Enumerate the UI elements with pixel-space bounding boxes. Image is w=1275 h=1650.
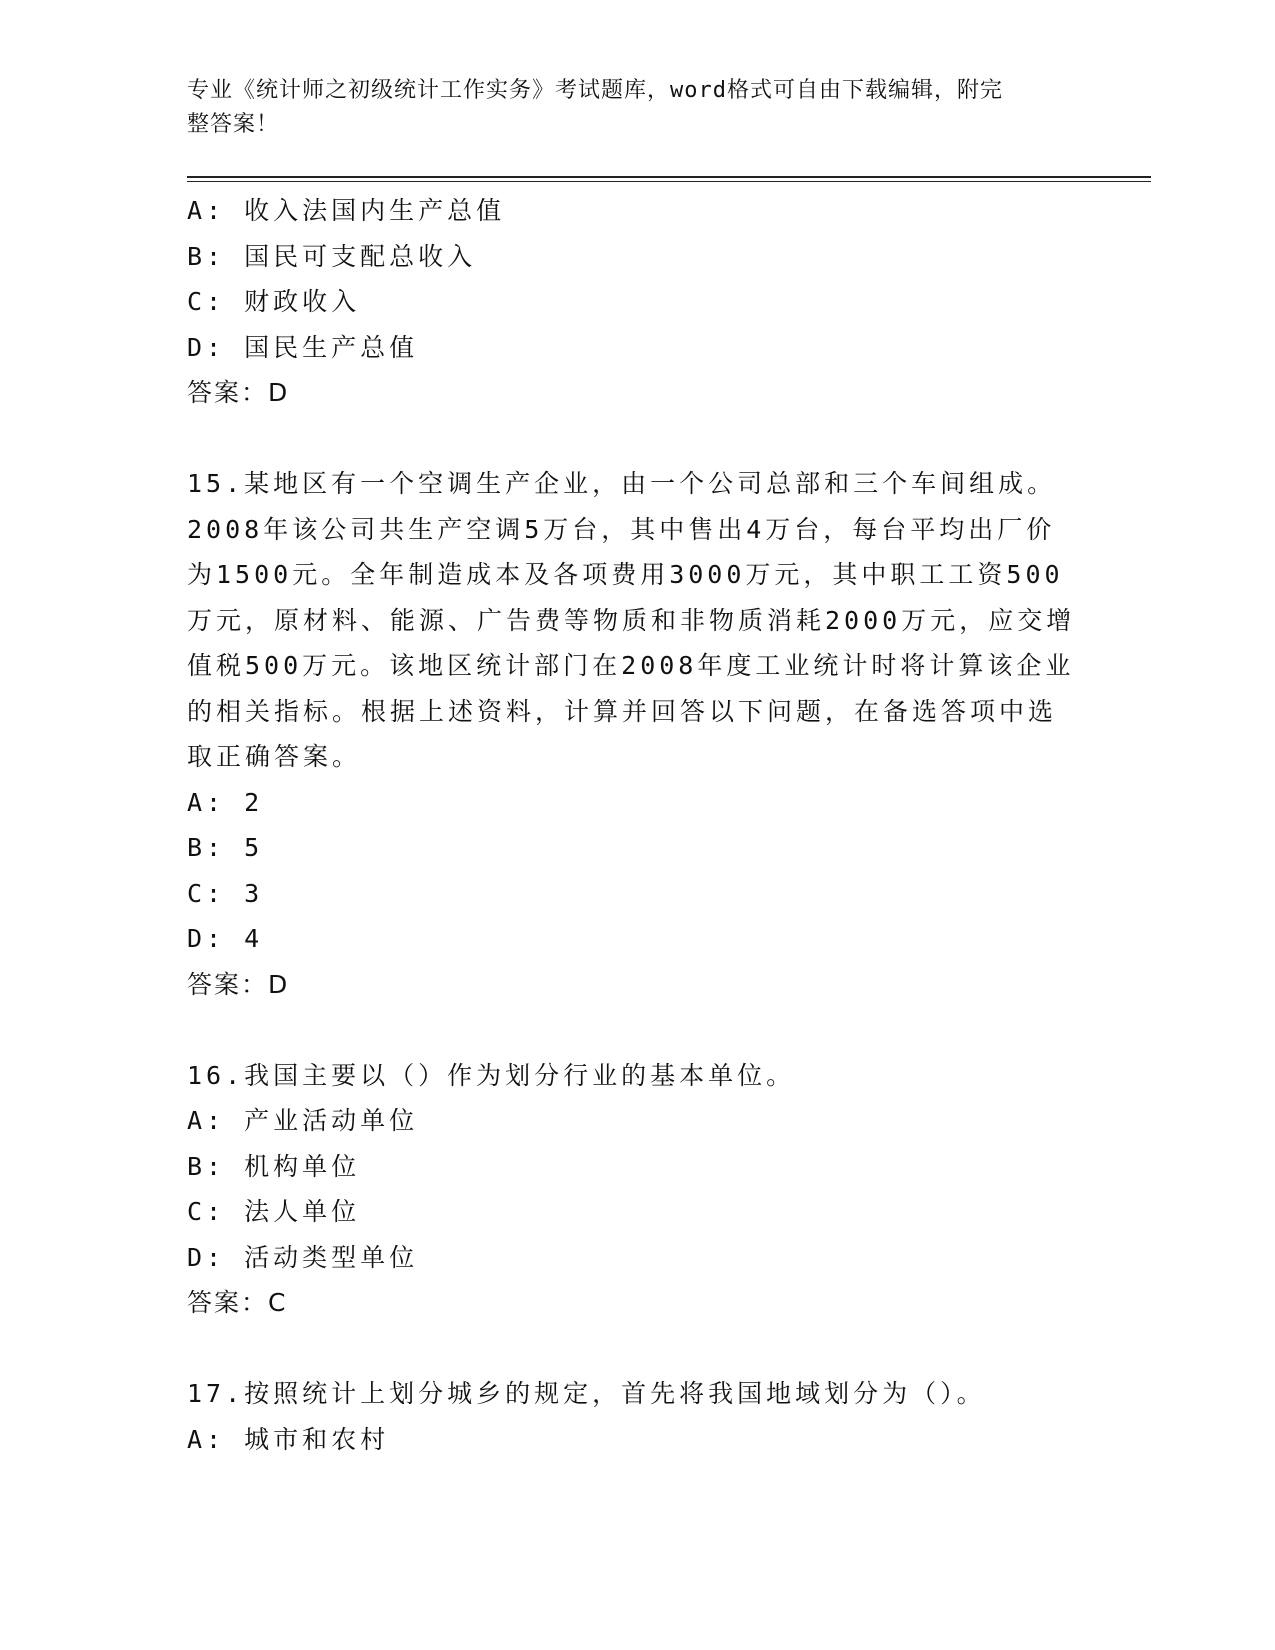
stem-row: 15.某地区有一个空调生产企业，由一个公司总部和三个车间组成。 [187,469,1057,498]
header-line-2: 整答案！ [187,112,280,137]
stem-row: 取正确答案。 [187,742,362,771]
stem-row: 为1500元。全年制造成本及各项费用3000万元，其中职工工资500 [187,560,1064,589]
stem-row: 2008年该公司共生产空调5万台，其中售出4万台，每台平均出厂价 [187,514,1056,544]
stem-row: 万元，原材料、能源、广告费等物质和非物质消耗2000万元，应交增 [187,605,1076,635]
option-b: B: 机构单位 [187,1151,361,1181]
spacer [187,1007,1077,1053]
question-16 [187,1053,1077,1326]
option-a: A: 2 [187,787,264,817]
option-d: D: 国民生产总值 [187,332,419,362]
answer-line: 答案：C [187,1288,288,1317]
answer-line: 答案：D [187,378,290,407]
option-d: D: 4 [187,924,264,953]
question-14-options [187,188,1077,416]
question-stem [187,461,1077,780]
option-c: C: 法人单位 [187,1197,361,1226]
option-d: D: 活动类型单位 [187,1242,419,1272]
option-b: B: 5 [187,833,264,862]
question-15 [187,461,1077,1007]
header-divider-thin [187,181,1151,182]
question-stem: 17.按照统计上划分城乡的规定，首先将我国地域划分为（）。 [187,1379,986,1408]
spacer [187,416,1077,462]
option-a: A: 城市和农村 [187,1424,390,1454]
stem-row: 值税500万元。该地区统计部门在2008年度工业统计时将计算该企业 [187,651,1075,680]
document-header [187,74,1077,142]
option-c: C: 3 [187,878,264,908]
stem-row: 的相关指标。根据上述资料，计算并回答以下问题，在备选答项中选 [187,696,1058,726]
option-a: A: 产业活动单位 [187,1106,419,1135]
answer-line: 答案：D [187,969,290,999]
option-a: A: 收入法国内生产总值 [187,196,506,225]
spacer [187,1326,1077,1372]
question-17 [187,1371,1077,1462]
header-divider-thick [187,176,1151,178]
question-stem: 16.我国主要以（）作为划分行业的基本单位。 [187,1060,796,1090]
option-b: B: 国民可支配总收入 [187,241,477,271]
header-line-1: 专业《统计师之初级统计工作实务》考试题库，word格式可自由下载编辑，附完 [187,78,1003,103]
option-c: C: 财政收入 [187,287,361,316]
document-body [187,188,1077,1462]
